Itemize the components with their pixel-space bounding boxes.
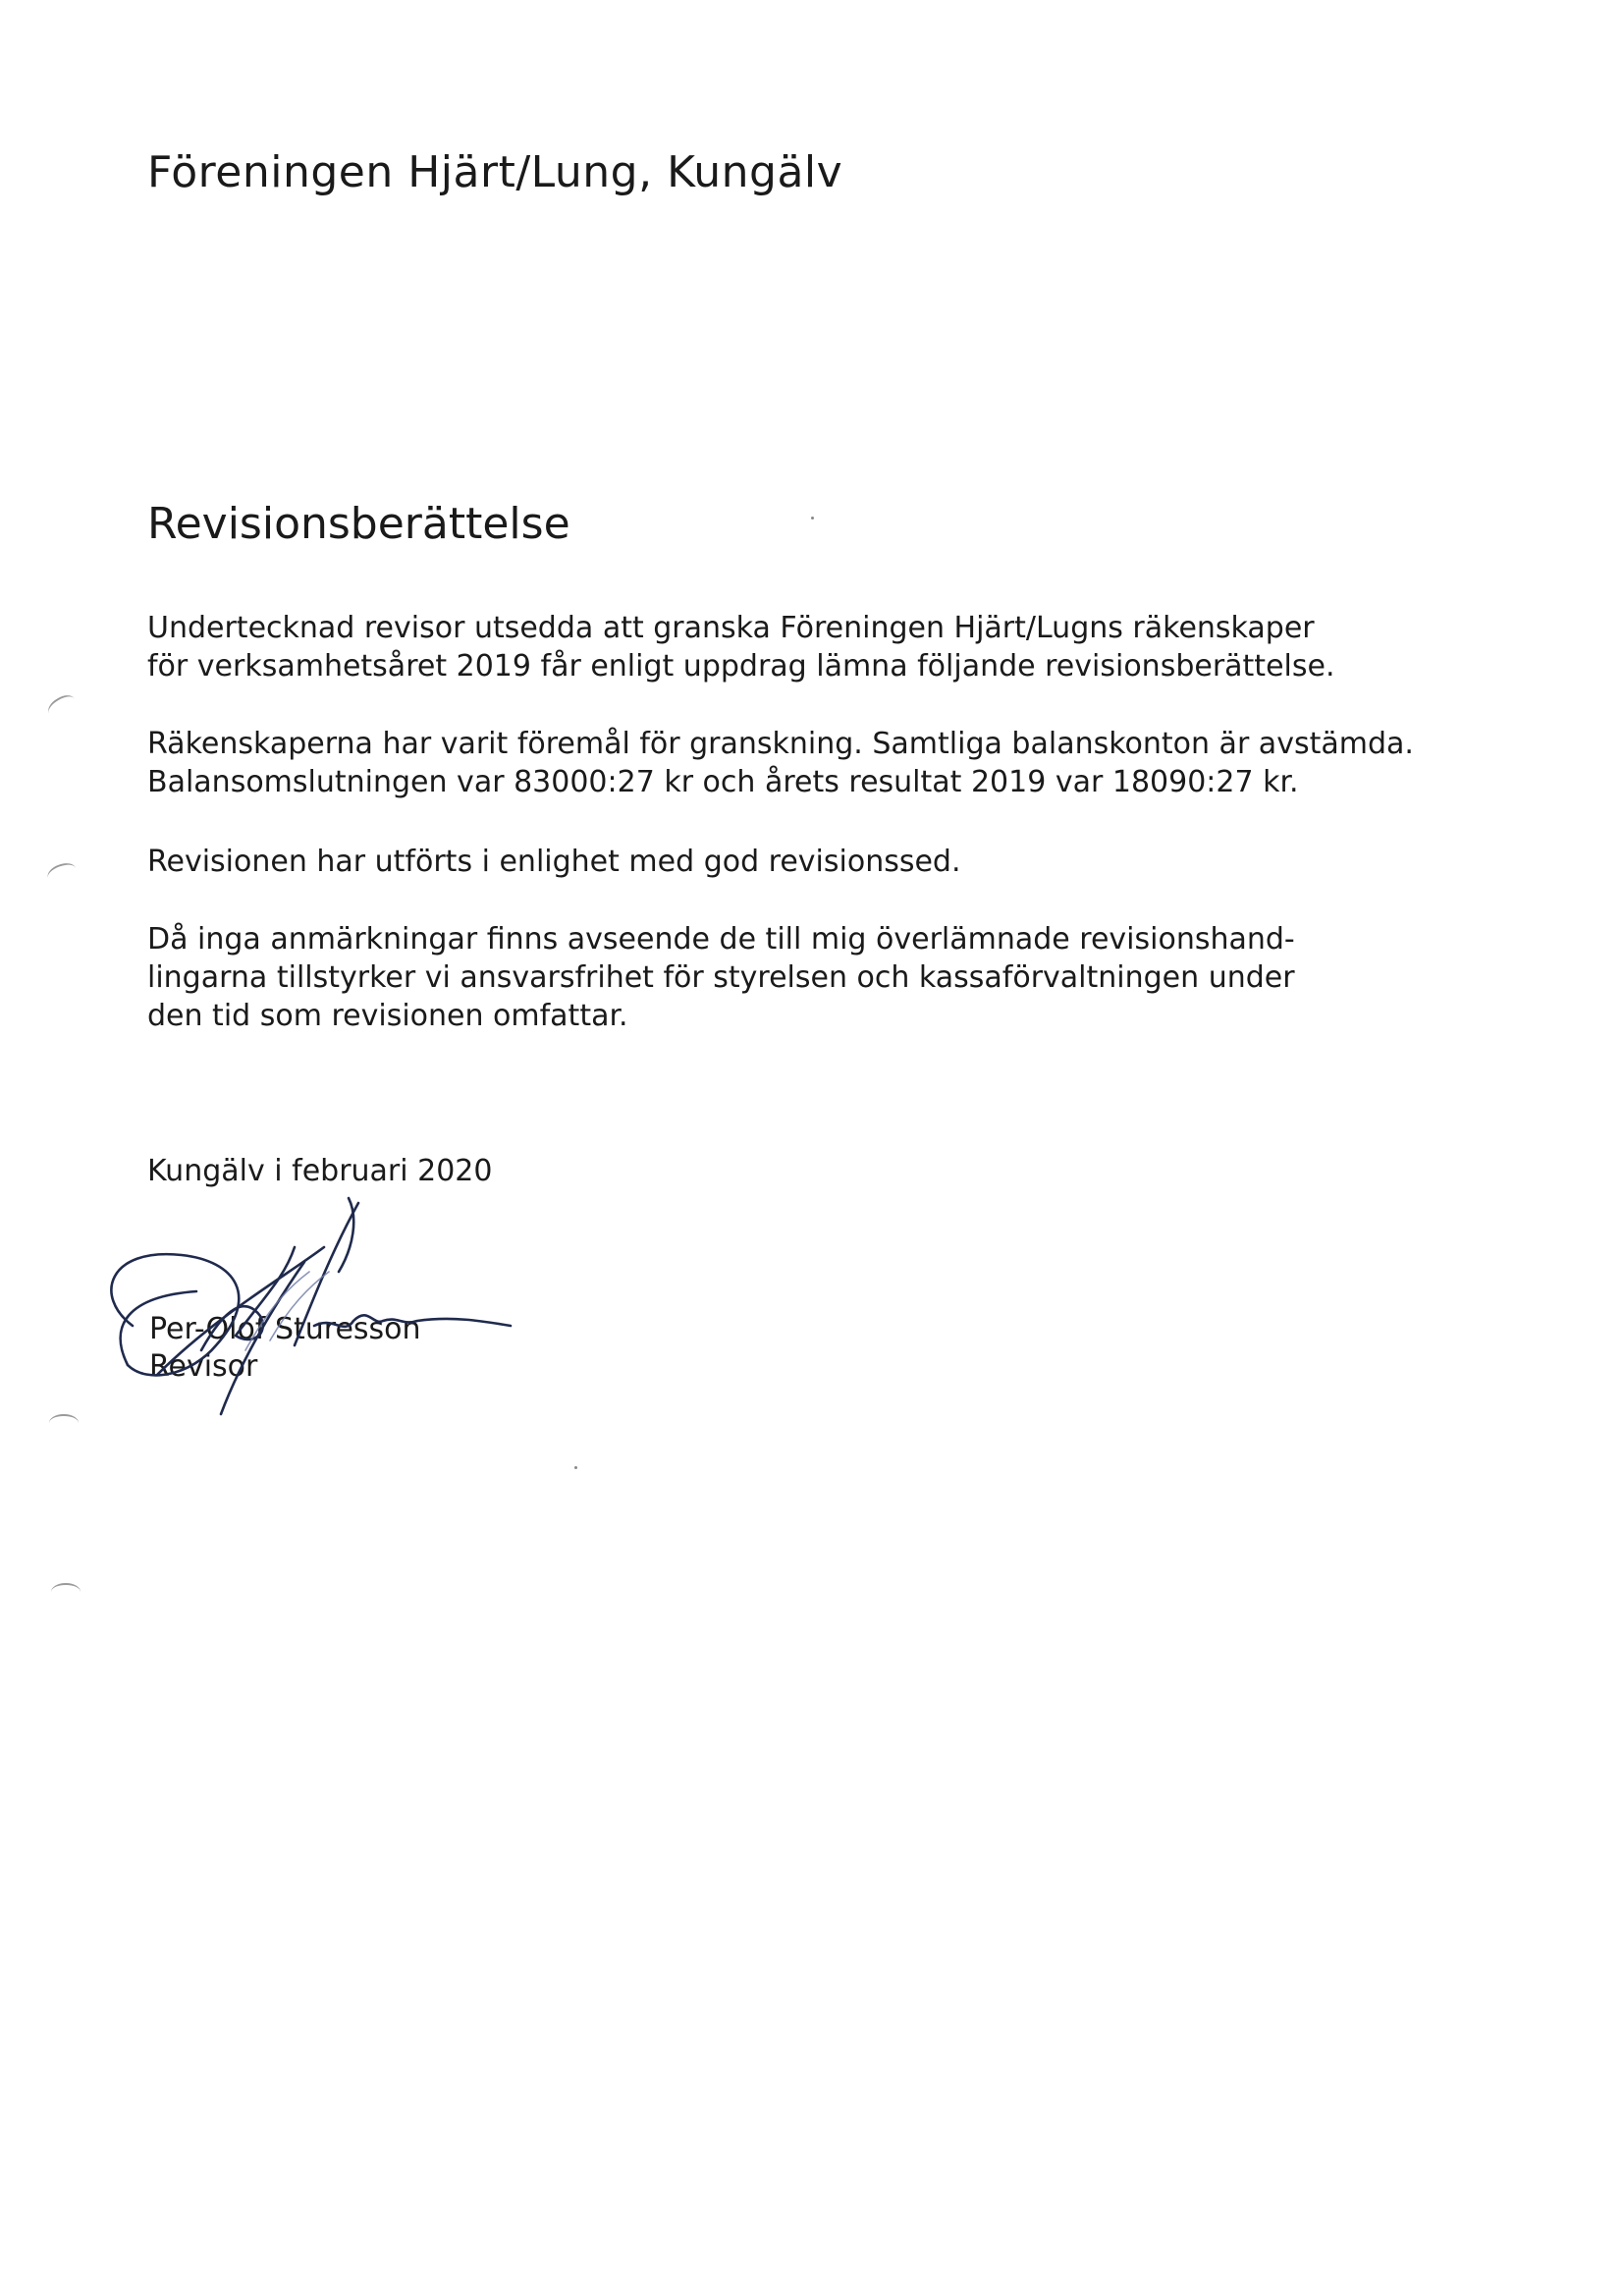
- paragraph-line: Revisionen har utförts i enlighet med god revisionssed.: [147, 845, 961, 879]
- binder-hole-mark: [51, 1583, 81, 1601]
- binder-hole-mark: [45, 859, 79, 886]
- scan-speck: [574, 1466, 577, 1469]
- signer-name: Per-Olof Sturesson: [149, 1312, 421, 1346]
- signer-role: Revisor: [149, 1349, 258, 1384]
- organization-title: Föreningen Hjärt/Lung, Kungälv: [147, 147, 843, 197]
- paragraph-discharge: [147, 920, 1295, 1035]
- paragraph-line: Undertecknad revisor utsedda att granska Föreningen Hjärt/Lugns räkenskaper: [147, 611, 1315, 645]
- handwritten-signature: [88, 1178, 619, 1434]
- paragraph-line: Då inga anmärkningar finns avseende de till mig överlämnade revisionshand-: [147, 922, 1295, 957]
- paragraph-accounts: [147, 725, 1414, 801]
- paragraph-line: lingarna tillstyrker vi ansvarsfrihet för styrelsen och kassaförvaltningen under: [147, 960, 1295, 995]
- paragraph-audit-standard: [147, 843, 961, 881]
- signature-hook-stroke: [339, 1198, 353, 1272]
- binder-hole-mark: [45, 691, 80, 722]
- scan-speck: [811, 517, 814, 519]
- paragraph-line: Räkenskaperna har varit föremål för granskning. Samtliga balanskonton är avstämda.: [147, 727, 1414, 761]
- paragraph-line: för verksamhetsåret 2019 får enligt uppdrag lämna följande revisionsberättelse.: [147, 649, 1335, 683]
- paragraph-line: den tid som revisionen omfattar.: [147, 999, 628, 1033]
- paragraph-line: Balansomslutningen var 83000:27 kr och årets resultat 2019 var 18090:27 kr.: [147, 765, 1299, 799]
- binder-hole-mark: [49, 1414, 79, 1432]
- place-and-date: Kungälv i februari 2020: [147, 1154, 493, 1188]
- paragraph-engagement: [147, 609, 1334, 685]
- document-title: Revisionsberättelse: [147, 499, 570, 549]
